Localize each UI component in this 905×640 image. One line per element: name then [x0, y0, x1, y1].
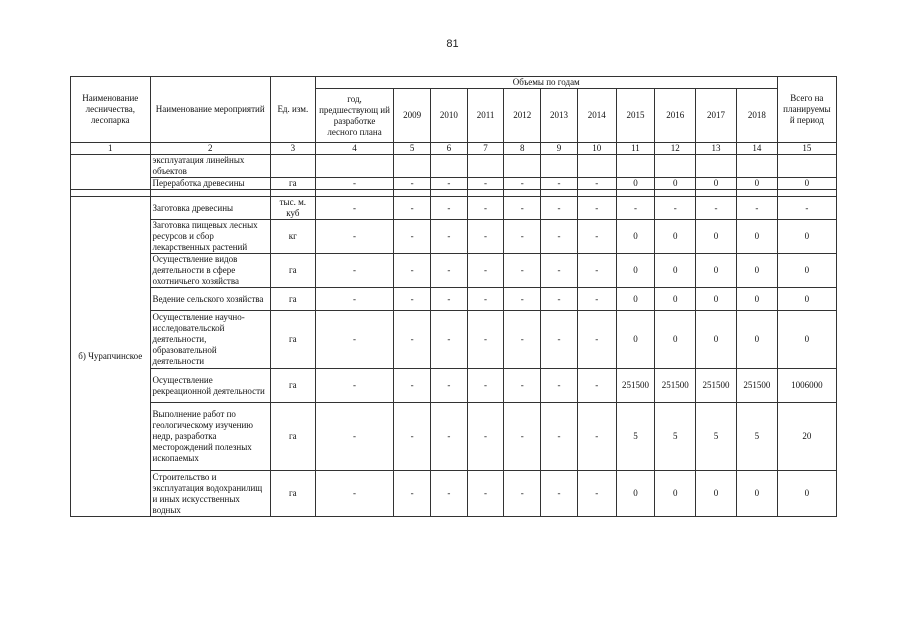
spacer-cell [616, 190, 655, 197]
value-cell: 0 [655, 254, 696, 288]
value-cell [315, 155, 394, 178]
value-cell: 0 [655, 220, 696, 254]
value-cell: - [431, 403, 468, 471]
spacer-cell [696, 190, 737, 197]
column-number: 14 [736, 143, 777, 155]
value-cell: 0 [655, 288, 696, 311]
value-cell: 5 [616, 403, 655, 471]
value-cell: 0 [777, 220, 836, 254]
table-row [71, 288, 837, 311]
unit-cell: га [270, 178, 315, 190]
unit-cell: га [270, 403, 315, 471]
column-number: 10 [577, 143, 616, 155]
value-cell: - [431, 197, 468, 220]
spacer-row [71, 190, 837, 197]
value-cell: - [394, 369, 431, 403]
column-number: 4 [315, 143, 394, 155]
value-cell: - [577, 369, 616, 403]
value-cell: - [467, 288, 504, 311]
spacer-cell [541, 190, 578, 197]
value-cell: - [504, 471, 541, 517]
value-cell [394, 155, 431, 178]
header-prev-year: год, предшествующ ий разработке лесного плана [315, 89, 394, 143]
value-cell: - [394, 288, 431, 311]
value-cell: - [736, 197, 777, 220]
table-row [71, 220, 837, 254]
header-year: 2015 [616, 89, 655, 143]
value-cell: - [504, 288, 541, 311]
value-cell: 0 [655, 311, 696, 369]
value-cell: 1006000 [777, 369, 836, 403]
value-cell: - [315, 220, 394, 254]
value-cell: 5 [736, 403, 777, 471]
measure-name: Переработка древесины [150, 178, 270, 190]
value-cell: - [431, 220, 468, 254]
value-cell [616, 155, 655, 178]
table-row [71, 197, 837, 220]
column-number: 8 [504, 143, 541, 155]
table-row [71, 311, 837, 369]
value-cell: - [504, 254, 541, 288]
value-cell: - [431, 254, 468, 288]
value-cell: 0 [696, 471, 737, 517]
value-cell: - [541, 288, 578, 311]
header-year: 2011 [467, 89, 504, 143]
value-cell: - [541, 197, 578, 220]
header-year: 2009 [394, 89, 431, 143]
table-row [71, 369, 837, 403]
unit-cell: га [270, 311, 315, 369]
value-cell: - [431, 178, 468, 190]
value-cell: 0 [736, 254, 777, 288]
value-cell: - [315, 311, 394, 369]
unit-cell: тыс. м. куб [270, 197, 315, 220]
value-cell: 0 [616, 288, 655, 311]
value-cell: - [541, 220, 578, 254]
value-cell: 0 [696, 311, 737, 369]
unit-cell: га [270, 471, 315, 517]
measure-name: Заготовка пищевых лесных ресурсов и сбор лекарственных растений [150, 220, 270, 254]
value-cell: 0 [655, 178, 696, 190]
spacer-cell [71, 190, 151, 197]
spacer-cell [736, 190, 777, 197]
header-measure: Наименование мероприятий [150, 77, 270, 143]
value-cell: - [577, 403, 616, 471]
value-cell: - [504, 197, 541, 220]
column-number: 6 [431, 143, 468, 155]
column-number: 13 [696, 143, 737, 155]
value-cell: - [467, 254, 504, 288]
value-cell: - [541, 254, 578, 288]
header-year: 2018 [736, 89, 777, 143]
column-number: 5 [394, 143, 431, 155]
header-year: 2017 [696, 89, 737, 143]
value-cell: - [577, 311, 616, 369]
header-year: 2014 [577, 89, 616, 143]
header-year: 2016 [655, 89, 696, 143]
value-cell: 0 [736, 288, 777, 311]
value-cell: - [504, 369, 541, 403]
value-cell: - [315, 197, 394, 220]
spacer-cell [150, 190, 270, 197]
value-cell [577, 155, 616, 178]
value-cell: - [696, 197, 737, 220]
value-cell: 0 [696, 288, 737, 311]
value-cell: - [315, 369, 394, 403]
value-cell: - [541, 403, 578, 471]
column-number-row [71, 143, 837, 155]
value-cell [696, 155, 737, 178]
value-cell: - [467, 220, 504, 254]
value-cell: 251500 [616, 369, 655, 403]
value-cell: 0 [777, 471, 836, 517]
unit-cell: га [270, 369, 315, 403]
value-cell: 0 [736, 178, 777, 190]
value-cell: 0 [655, 471, 696, 517]
value-cell: 0 [616, 220, 655, 254]
forestry-name: б) Чурапчинское [71, 197, 151, 517]
value-cell: - [467, 471, 504, 517]
spacer-cell [655, 190, 696, 197]
column-number: 2 [150, 143, 270, 155]
header-unit: Ед. изм. [270, 77, 315, 143]
measure-name: Ведение сельского хозяйства [150, 288, 270, 311]
value-cell: - [431, 369, 468, 403]
table-row [71, 178, 837, 190]
value-cell: 0 [616, 178, 655, 190]
value-cell [504, 155, 541, 178]
value-cell: - [541, 471, 578, 517]
value-cell: - [541, 311, 578, 369]
value-cell: - [467, 311, 504, 369]
value-cell: - [467, 197, 504, 220]
value-cell: - [577, 254, 616, 288]
value-cell: 5 [655, 403, 696, 471]
forest-plan-table [70, 76, 837, 517]
measure-name: Выполнение работ по геологическому изучению недр, разработка месторождений полезных ископаемых [150, 403, 270, 471]
column-number: 15 [777, 143, 836, 155]
measure-name: Осуществление рекреационной деятельности [150, 369, 270, 403]
forestry-cell-empty [71, 155, 151, 190]
value-cell: - [394, 197, 431, 220]
measure-name: эксплуатация линейных объектов [150, 155, 270, 178]
spacer-cell [504, 190, 541, 197]
value-cell [467, 155, 504, 178]
unit-cell [270, 155, 315, 178]
value-cell: 0 [696, 254, 737, 288]
value-cell: - [394, 178, 431, 190]
measure-name: Заготовка древесины [150, 197, 270, 220]
value-cell: - [315, 178, 394, 190]
column-number: 3 [270, 143, 315, 155]
value-cell: - [394, 220, 431, 254]
value-cell [541, 155, 578, 178]
value-cell: 0 [736, 220, 777, 254]
value-cell: - [467, 178, 504, 190]
header-volumes: Объемы по годам [315, 77, 777, 89]
value-cell: - [655, 197, 696, 220]
value-cell: 251500 [736, 369, 777, 403]
value-cell: 0 [777, 311, 836, 369]
value-cell: - [394, 311, 431, 369]
value-cell: 0 [616, 471, 655, 517]
value-cell [777, 155, 836, 178]
value-cell: 0 [736, 311, 777, 369]
value-cell: - [541, 178, 578, 190]
value-cell: 0 [696, 178, 737, 190]
value-cell: - [315, 254, 394, 288]
value-cell: - [431, 311, 468, 369]
measure-name: Строительство и эксплуатация водохранилищ и иных искусственных водных [150, 471, 270, 517]
value-cell: - [541, 369, 578, 403]
value-cell: - [394, 471, 431, 517]
value-cell: - [577, 471, 616, 517]
value-cell: - [504, 178, 541, 190]
spacer-cell [394, 190, 431, 197]
value-cell: - [315, 288, 394, 311]
value-cell [431, 155, 468, 178]
spacer-cell [577, 190, 616, 197]
unit-cell: кг [270, 220, 315, 254]
unit-cell: га [270, 288, 315, 311]
value-cell: 0 [777, 254, 836, 288]
column-number: 7 [467, 143, 504, 155]
spacer-cell [777, 190, 836, 197]
value-cell: - [504, 403, 541, 471]
header-year: 2013 [541, 89, 578, 143]
spacer-cell [315, 190, 394, 197]
value-cell: 251500 [655, 369, 696, 403]
header-year: 2010 [431, 89, 468, 143]
value-cell: 0 [736, 471, 777, 517]
value-cell: 20 [777, 403, 836, 471]
page-number: 81 [446, 38, 459, 50]
value-cell: - [394, 254, 431, 288]
header-forestry: Наименование лесничества, лесопарка [71, 77, 151, 143]
spacer-cell [467, 190, 504, 197]
value-cell: - [467, 403, 504, 471]
value-cell: 0 [616, 311, 655, 369]
value-cell: - [777, 197, 836, 220]
column-number: 11 [616, 143, 655, 155]
unit-cell: га [270, 254, 315, 288]
value-cell: - [315, 403, 394, 471]
table-row [71, 155, 837, 178]
column-number: 1 [71, 143, 151, 155]
value-cell: 5 [696, 403, 737, 471]
value-cell [655, 155, 696, 178]
header-total: Всего на планируемы й период [777, 77, 836, 143]
table-row [71, 471, 837, 517]
measure-name: Осуществление видов деятельности в сфере охотничьего хозяйства [150, 254, 270, 288]
spacer-cell [270, 190, 315, 197]
value-cell: - [616, 197, 655, 220]
value-cell: 0 [777, 288, 836, 311]
value-cell: 0 [616, 254, 655, 288]
value-cell: - [394, 403, 431, 471]
value-cell: - [504, 311, 541, 369]
value-cell: 251500 [696, 369, 737, 403]
value-cell: - [577, 220, 616, 254]
value-cell: - [467, 369, 504, 403]
table-row [71, 403, 837, 471]
value-cell: 0 [777, 178, 836, 190]
value-cell: - [431, 288, 468, 311]
table-row [71, 254, 837, 288]
value-cell: - [504, 220, 541, 254]
value-cell: - [577, 197, 616, 220]
header-year: 2012 [504, 89, 541, 143]
value-cell: - [315, 471, 394, 517]
spacer-cell [431, 190, 468, 197]
value-cell: 0 [696, 220, 737, 254]
column-number: 12 [655, 143, 696, 155]
column-number: 9 [541, 143, 578, 155]
value-cell [736, 155, 777, 178]
measure-name: Осуществление научно-исследовательской деятельности, образовательной деятельности [150, 311, 270, 369]
value-cell: - [431, 471, 468, 517]
value-cell: - [577, 288, 616, 311]
value-cell: - [577, 178, 616, 190]
